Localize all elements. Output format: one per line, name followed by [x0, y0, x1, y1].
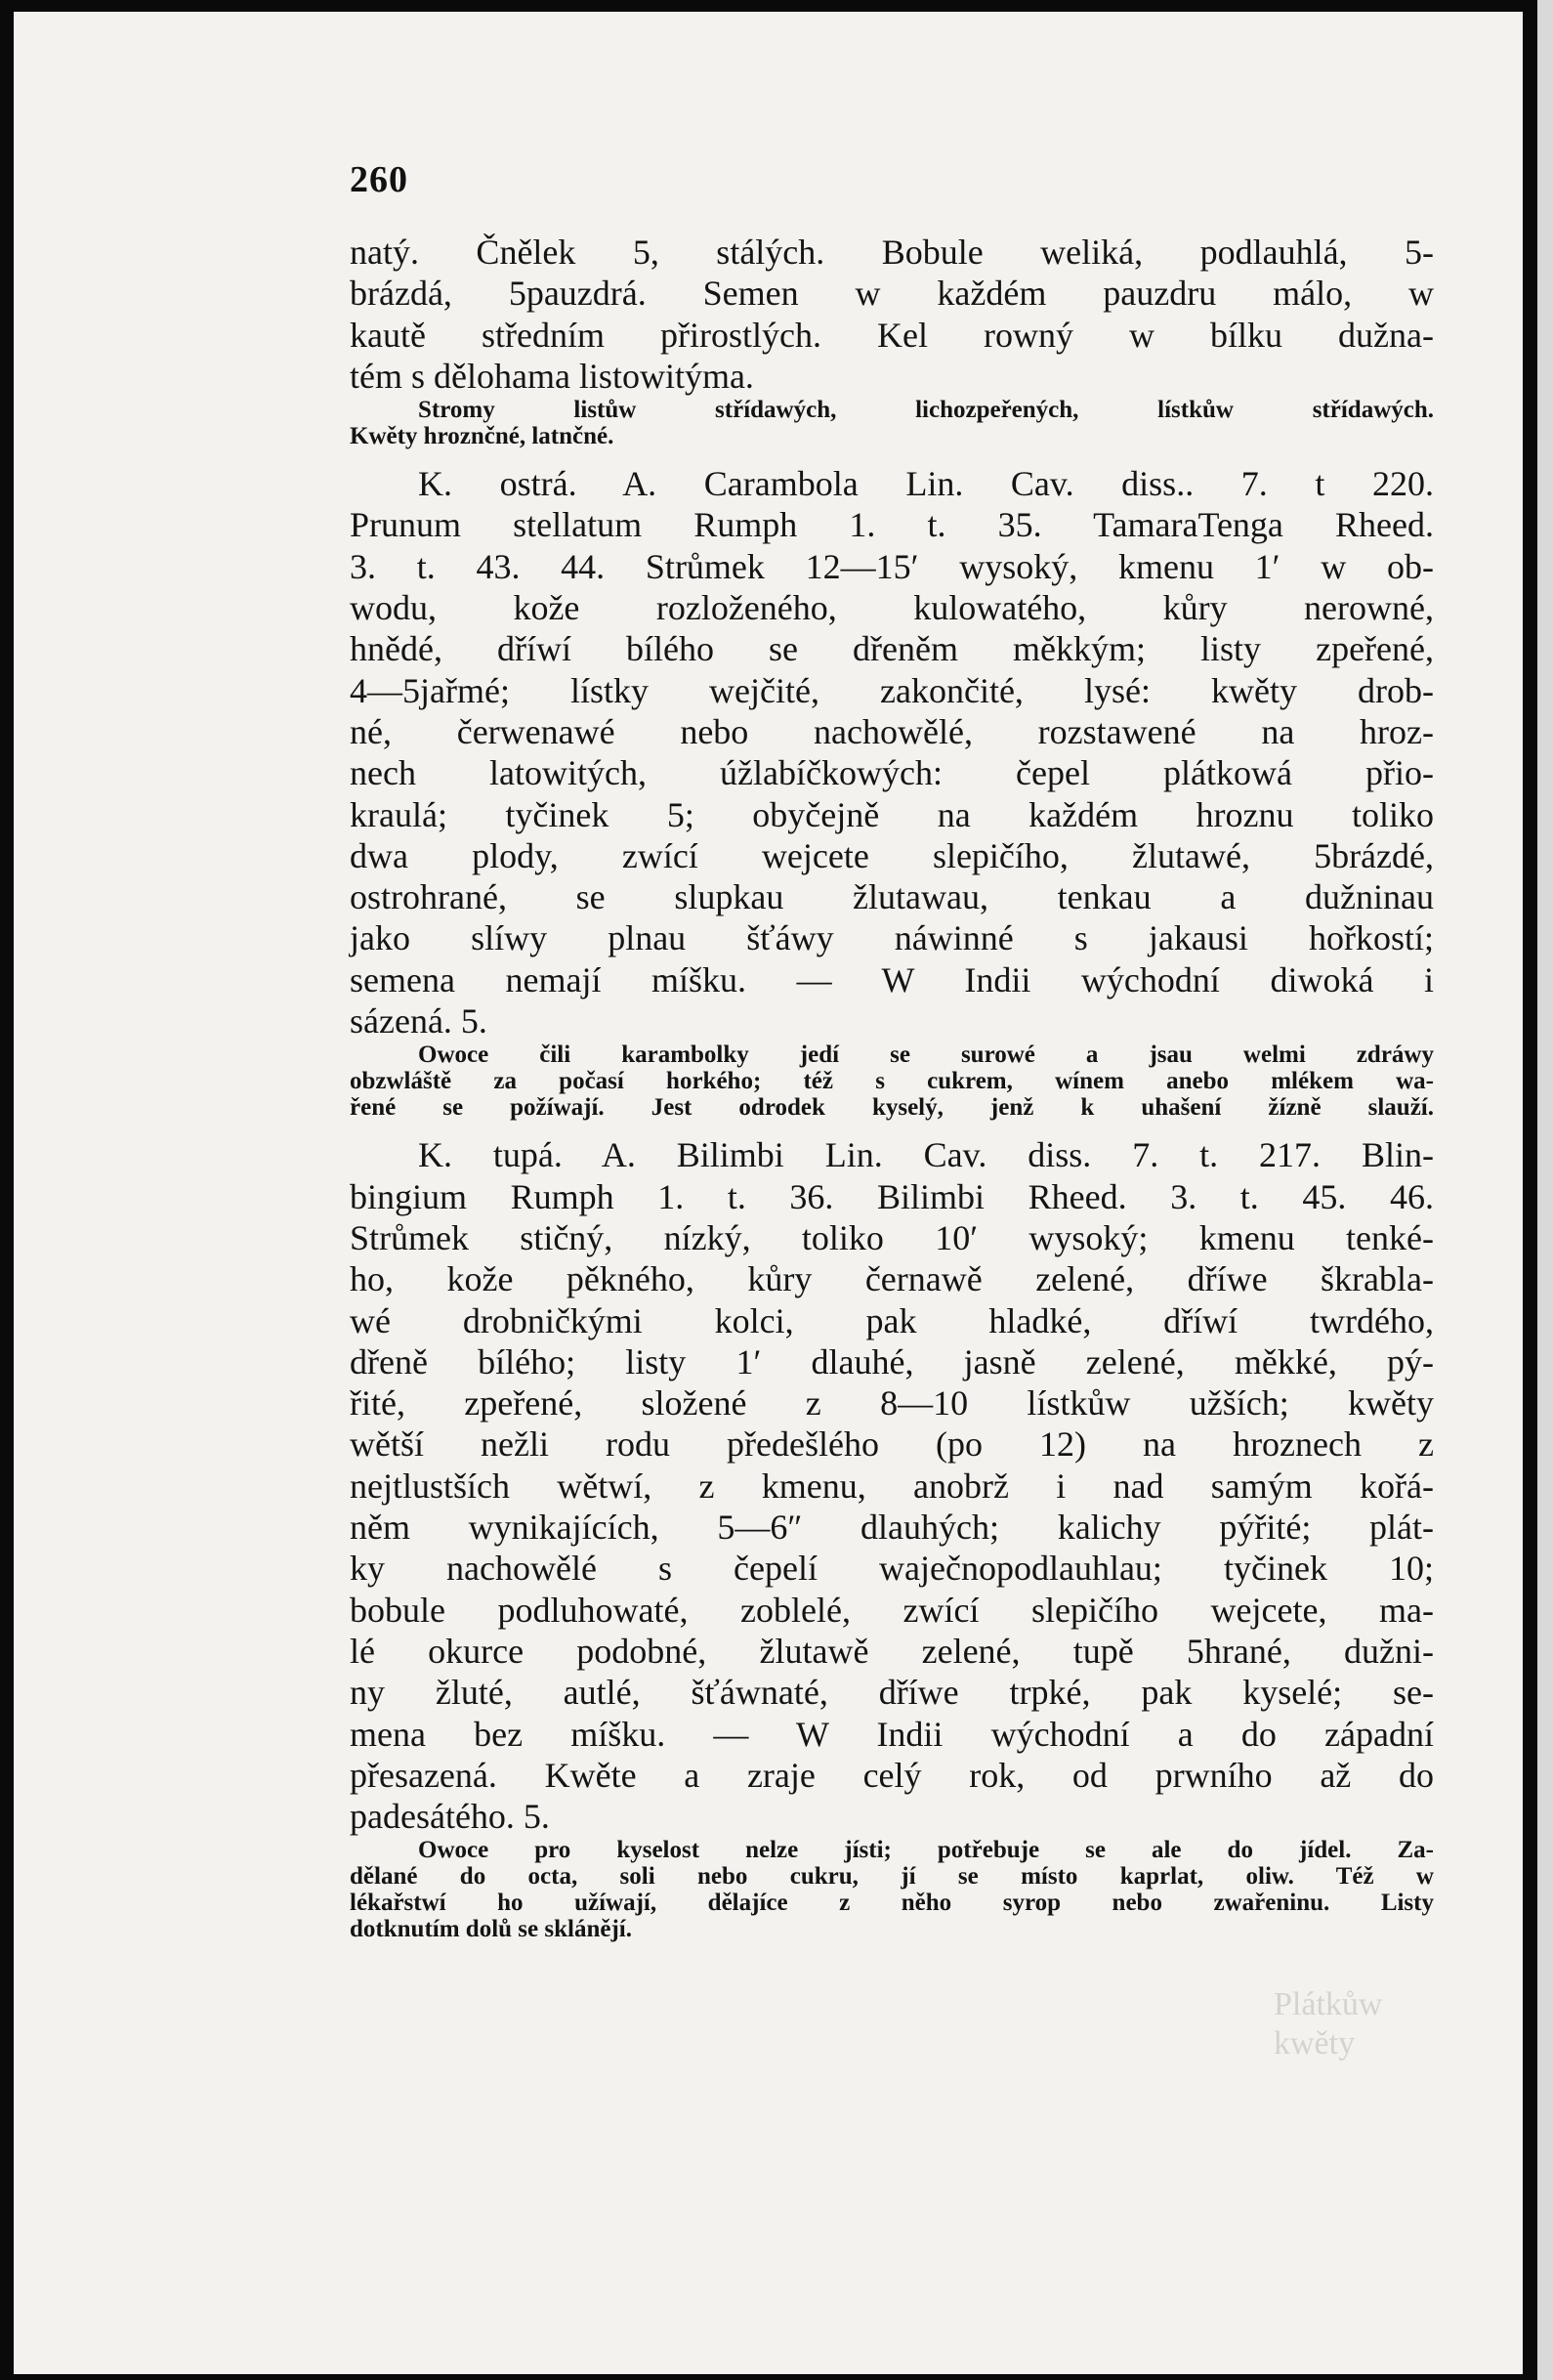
- body-line: wětší nežli rodu předešlého (po 12) na hroznech z: [350, 1424, 1434, 1465]
- book-page: [14, 12, 1523, 2374]
- body-line: ny žluté, autlé, šťáwnaté, dříwe trpké, pak kyselé; se-: [350, 1673, 1434, 1713]
- body-line: dwa plody, zwící wejcete slepičího, žlutawé, 5brázdé,: [350, 835, 1434, 875]
- body-line: padesátého. 5.: [350, 1797, 550, 1837]
- note-line: řené se požíwají. Jest odrodek kyselý, jenž k uhašení žízně slauží.: [350, 1094, 1434, 1122]
- note-line: dotknutím dolů se sklánějí.: [350, 1916, 632, 1943]
- body-line: 3. t. 43. 44. Strůmek 12—15′ wysoký, kmenu 1′ w ob-: [350, 546, 1434, 586]
- spacer: [350, 449, 1434, 463]
- spacer: [350, 1121, 1434, 1134]
- bleed-through-line: kwěty: [1274, 2025, 1356, 2061]
- body-line: jako slíwy plnau šťáwy náwinné s jakausi hořkostí;: [350, 918, 1434, 958]
- body-line: ostrohrané, se slupkau žlutawau, tenkau a dužninau: [350, 877, 1434, 917]
- body-line: wodu, kože rozloženého, kulowatého, kůry nerowné,: [350, 588, 1434, 628]
- bleed-through-text: [1274, 1985, 1449, 2103]
- body-line: Strůmek stičný, nízký, toliko 10′ wysoký; kmenu tenké-: [350, 1217, 1434, 1257]
- body-line: kraulá; tyčinek 5; obyčejně na každém hroznu toliko: [350, 794, 1434, 834]
- page-body: [350, 232, 1434, 1942]
- body-line: natý. Čnělek 5, stálých. Bobule weliká, podlauhlá, 5-: [350, 233, 1434, 272]
- body-line: kautě středním přirostlých. Kel rowný w bílku dužna-: [350, 315, 1434, 355]
- body-line: ky nachowělé s čepelí waječnopodlauhlau; tyčinek 10;: [350, 1549, 1434, 1589]
- note-line: Owoce pro kyselost nelze jísti; potřebuje se ale do jídel. Za-: [418, 1837, 1434, 1864]
- body-line: nejtlustších wětwí, z kmenu, anobrž i nad samým kořá-: [350, 1466, 1434, 1506]
- note-line: Kwěty hroznčné, latnčné.: [350, 423, 614, 450]
- body-line: přesazená. Kwěte a zraje celý rok, od prwního až do: [350, 1755, 1434, 1795]
- body-line: něm wynikajících, 5—6″ dlauhých; kalichy pýřité; plát-: [350, 1508, 1434, 1548]
- body-line: 4—5jařmé; lístky wejčité, zakončité, lysé: kwěty drob-: [350, 670, 1434, 710]
- body-line: dřeně bílého; listy 1′ dlauhé, jasně zelené, měkké, pý-: [350, 1341, 1434, 1381]
- note-line: dělané do octa, soli nebo cukru, jí se místo kaprlat, oliw. Též w: [350, 1863, 1434, 1891]
- scan-edge: [1537, 0, 1553, 2380]
- body-line: brázdá, 5pauzdrá. Semen w každém pauzdru málo, w: [350, 274, 1434, 314]
- body-line: sázená. 5.: [350, 1001, 487, 1041]
- body-line: hnědé, dříwí bílého se dřeněm měkkým; listy zpeřené,: [350, 629, 1434, 669]
- body-line: semena nemají míšku. — W Indii wýchodní diwoká i: [350, 959, 1434, 999]
- page-number: 260: [350, 159, 408, 200]
- body-line: lé okurce podobné, žlutawě zelené, tupě 5hrané, dužni-: [350, 1631, 1434, 1671]
- body-line: řité, zpeřené, složené z 8—10 lístkůw užších; kwěty: [350, 1383, 1434, 1424]
- body-line: nech latowitých, úžlabíčkowých: čepel plátkowá přio-: [350, 753, 1434, 793]
- body-line: tém s dělohama listowitýma.: [350, 356, 754, 396]
- body-line: ho, kože pěkného, kůry černawě zelené, dříwe škrabla-: [350, 1259, 1434, 1299]
- species-heading-line: K. tupá. A. Bilimbi Lin. Cav. diss. 7. t. 217. Blin-: [418, 1135, 1434, 1175]
- note-line: obzwláště za počasí horkého; též s cukrem, wínem anebo mlékem wa-: [350, 1068, 1434, 1095]
- body-line: mena bez míšku. — W Indii wýchodní a do západní: [350, 1714, 1434, 1754]
- species-heading-line: K. ostrá. A. Carambola Lin. Cav. diss.. 7. t 220.: [418, 464, 1434, 504]
- body-line: wé drobničkými kolci, pak hladké, dříwí twrdého,: [350, 1300, 1434, 1340]
- body-line: né, čerwenawé nebo nachowělé, rozstawené na hroz-: [350, 711, 1434, 751]
- note-line: lékařstwí ho užíwají, dělajíce z něho syrop nebo zwařeninu. Listy: [350, 1890, 1434, 1917]
- note-line: Owoce čili karambolky jedí se surowé a jsau welmi zdráwy: [418, 1041, 1434, 1069]
- body-line: Prunum stellatum Rumph 1. t. 35. TamaraTenga Rheed.: [350, 505, 1434, 545]
- note-line: Stromy listůw střídawých, lichozpeřených, lístkůw střídawých.: [418, 397, 1434, 424]
- body-line: bobule podluhowaté, zoblelé, zwící slepičího wejcete, ma-: [350, 1590, 1434, 1630]
- body-line: bingium Rumph 1. t. 36. Bilimbi Rheed. 3. t. 45. 46.: [350, 1176, 1434, 1216]
- bleed-through-line: Plátkůw: [1274, 1986, 1383, 2022]
